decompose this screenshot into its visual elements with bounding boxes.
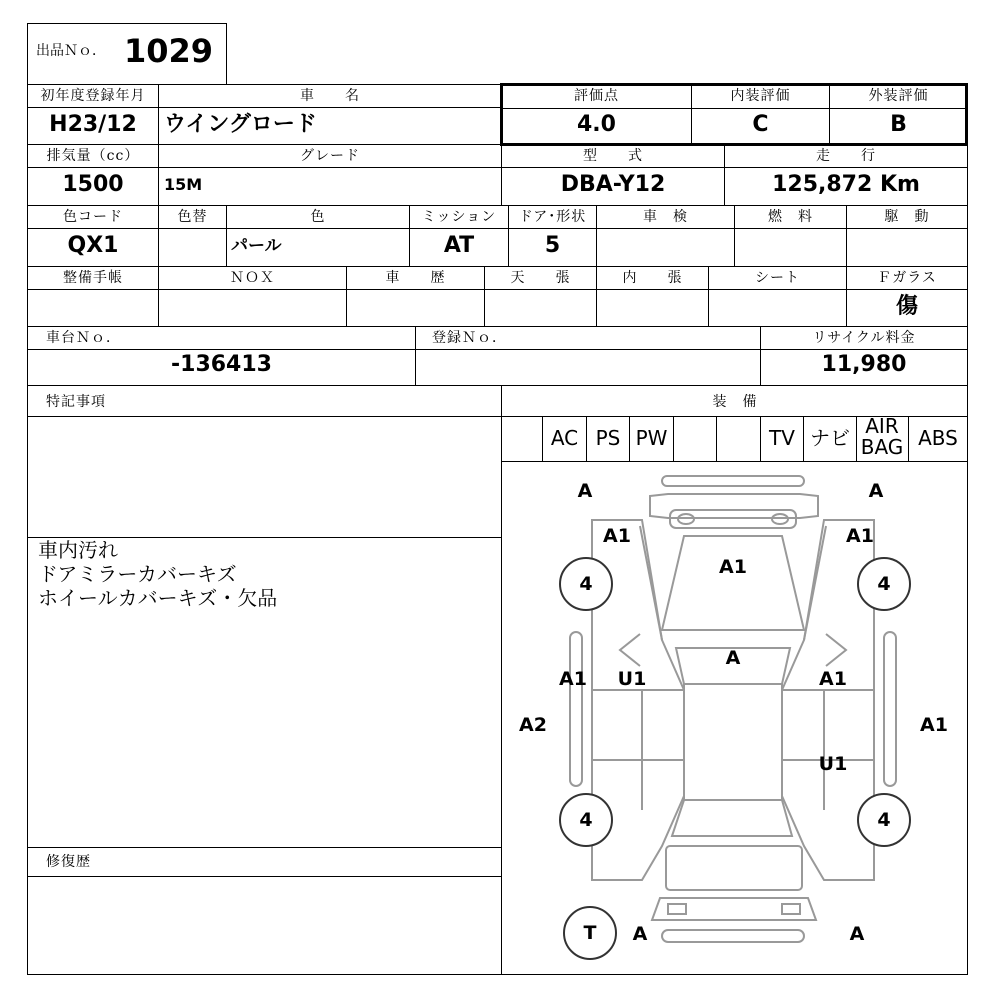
tire-rear-left: 4 (559, 793, 613, 847)
lot-box (27, 23, 227, 85)
tire-rear-right: 4 (857, 793, 911, 847)
color-change-label: 色替 (177, 209, 208, 225)
mileage-value: 125,872 Km (772, 172, 920, 197)
first-registration-value: H23/12 (49, 112, 137, 137)
transmission-value: AT (443, 233, 475, 258)
drive-label: 駆 動 (884, 209, 930, 225)
interior-grade-value: C (752, 112, 769, 137)
front-glass-value: 傷 (895, 294, 918, 319)
damage-mark: A (577, 480, 593, 502)
equipment-item-ac: AC (550, 426, 579, 450)
repair-history-label: 修復歴 (46, 854, 91, 870)
model-code-label: 型 式 (583, 148, 643, 164)
tire-front-left: 4 (559, 557, 613, 611)
remark-line: ドアミラーカバーキズ (38, 562, 237, 586)
remark-line: 車内汚れ (38, 538, 118, 562)
car-name-value: ウイングロード (164, 112, 317, 137)
damage-mark: A1 (920, 714, 948, 736)
mileage-label: 走 行 (816, 148, 876, 164)
damage-mark: A1 (559, 668, 587, 690)
score-value: 4.0 (577, 112, 616, 137)
color-code-label: 色コード (63, 209, 123, 225)
color-code-value: QX1 (67, 233, 119, 258)
lot-number: 1029 (124, 32, 214, 70)
equipment-item-tv: TV (769, 426, 795, 450)
doors-label: ドア･形状 (518, 209, 587, 225)
front-glass-label: Ｆガラス (877, 270, 937, 286)
equipment-item-airbag: AIR BAG (860, 414, 904, 459)
color-value: パール (231, 236, 282, 256)
damage-mark: A1 (846, 525, 874, 547)
grade-label: グレード (300, 148, 360, 164)
inspection-label: 車 検 (643, 209, 688, 225)
tire-front-right: 4 (857, 557, 911, 611)
grade-value: 15M (164, 175, 203, 194)
remark-line: ホイールカバーキズ・欠品 (38, 586, 278, 610)
damage-mark: A (725, 647, 741, 669)
nox-label: ＮＯＸ (230, 270, 275, 286)
first-registration-label: 初年度登録年月 (40, 88, 146, 104)
spare-tire: T (563, 906, 617, 960)
recycle-fee-label: リサイクル料金 (812, 330, 916, 346)
chassis-number-label: 車台Ｎｏ． (46, 330, 121, 346)
vehicle-history-label: 車 歴 (385, 270, 446, 286)
equipment-label: 装 備 (712, 394, 758, 410)
recycle-fee-value: 11,980 (821, 352, 907, 377)
exterior-grade-value: B (890, 112, 907, 137)
damage-mark: A (868, 480, 884, 502)
displacement-value: 1500 (62, 172, 124, 197)
damage-mark: A1 (603, 525, 631, 547)
color-label: 色 (310, 209, 326, 225)
equipment-item-navi: ナビ (810, 426, 850, 450)
equipment-item-abs: ABS (918, 426, 958, 450)
lot-label: 出品Ｎｏ． (36, 43, 106, 59)
chassis-number-value: -136413 (171, 352, 272, 377)
headliner-label: 天 張 (510, 270, 571, 286)
damage-mark: A1 (819, 668, 847, 690)
interior-trim-label: 内 張 (622, 270, 683, 286)
fuel-label: 燃 料 (768, 209, 813, 225)
damage-mark: A1 (719, 556, 747, 578)
displacement-label: 排気量（cc） (46, 148, 140, 164)
interior-grade-label: 内装評価 (730, 88, 791, 104)
score-label: 評価点 (574, 88, 619, 104)
seat-label: シート (755, 270, 800, 286)
damage-mark: A (632, 923, 648, 945)
damage-mark: A (849, 923, 865, 945)
damage-mark: U1 (617, 668, 647, 690)
damage-mark: U1 (818, 753, 848, 775)
damage-mark: A2 (519, 714, 547, 736)
model-code-value: DBA-Y12 (560, 172, 666, 197)
exterior-grade-label: 外装評価 (868, 88, 929, 104)
car-diagram (502, 462, 967, 974)
equipment-item-pw: PW (635, 426, 668, 450)
registration-number-label: 登録Ｎｏ． (432, 330, 507, 346)
doors-value: 5 (544, 233, 561, 258)
notes-label: 特記事項 (46, 394, 106, 410)
transmission-label: ミッション (421, 209, 497, 225)
maintenance-record-label: 整備手帳 (63, 270, 123, 286)
equipment-item-ps: PS (595, 426, 621, 450)
car-name-label: 車 名 (300, 88, 360, 104)
